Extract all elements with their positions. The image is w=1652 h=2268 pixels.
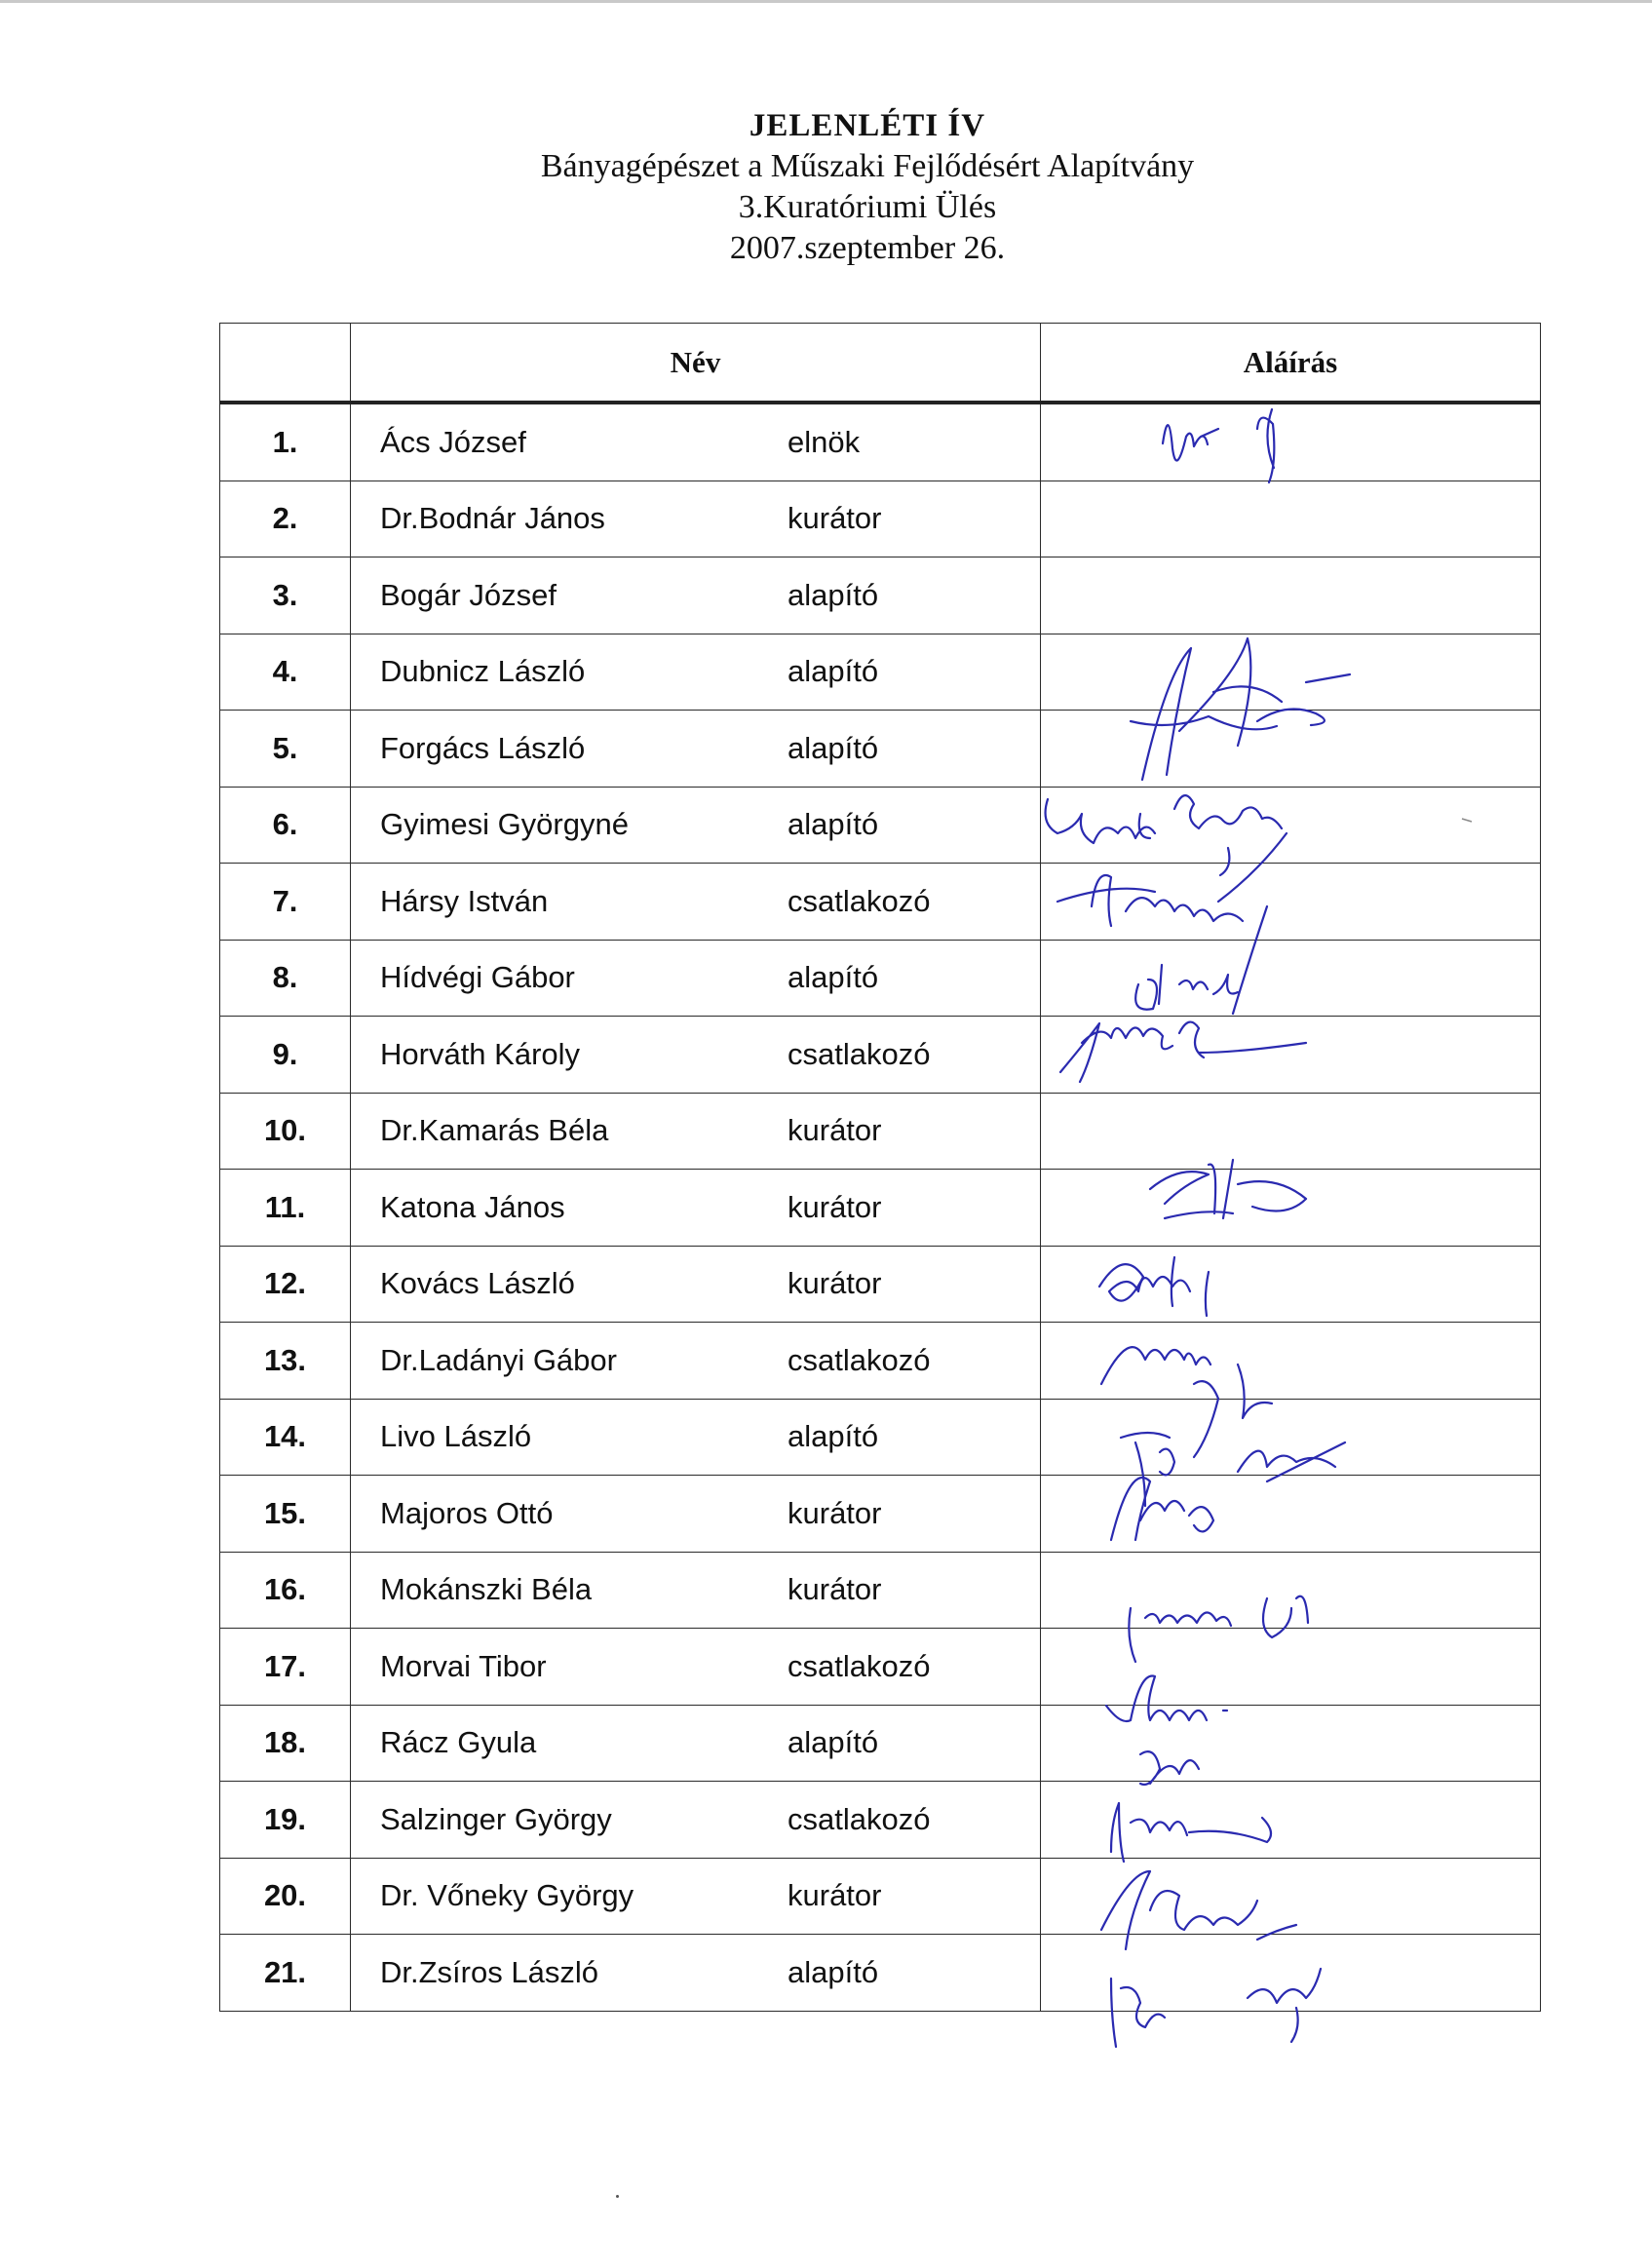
member-role: csatlakozó bbox=[788, 883, 931, 918]
signature-cell bbox=[1041, 1323, 1541, 1400]
member-name: Mokánszki Béla bbox=[380, 1572, 593, 1607]
member-role: alapító bbox=[788, 654, 879, 689]
member-name: Kovács László bbox=[380, 1266, 575, 1301]
row-number: 17. bbox=[220, 1629, 351, 1706]
member-cell bbox=[351, 1170, 1041, 1247]
member-role: csatlakozó bbox=[788, 1342, 931, 1377]
member-role: kurátor bbox=[788, 1113, 882, 1148]
row-number: 18. bbox=[220, 1705, 351, 1782]
table-row bbox=[220, 787, 1541, 864]
signature-cell bbox=[1041, 1017, 1541, 1094]
member-cell bbox=[351, 403, 1041, 481]
member-cell bbox=[351, 1629, 1041, 1706]
row-number: 6. bbox=[220, 787, 351, 864]
table-header-row bbox=[220, 324, 1541, 404]
member-name: Morvai Tibor bbox=[380, 1648, 547, 1683]
member-role: kurátor bbox=[788, 1189, 882, 1224]
member-role: csatlakozó bbox=[788, 1801, 931, 1836]
member-cell bbox=[351, 1476, 1041, 1553]
table-row bbox=[220, 1170, 1541, 1247]
signature-cell bbox=[1041, 1093, 1541, 1170]
member-cell bbox=[351, 787, 1041, 864]
member-name: Rácz Gyula bbox=[380, 1725, 537, 1760]
table-row bbox=[220, 1476, 1541, 1553]
row-number: 2. bbox=[220, 481, 351, 557]
column-header-signature: Aláírás bbox=[1041, 324, 1541, 404]
signature-cell bbox=[1041, 940, 1541, 1017]
document-title: JELENLÉTI ÍV bbox=[749, 108, 986, 143]
member-role: alapító bbox=[788, 960, 879, 995]
member-cell bbox=[351, 1552, 1041, 1629]
signature-cell bbox=[1041, 557, 1541, 634]
member-role: kurátor bbox=[788, 501, 882, 536]
row-number: 11. bbox=[220, 1170, 351, 1247]
signature-cell bbox=[1041, 481, 1541, 557]
table-row bbox=[220, 557, 1541, 634]
row-number: 20. bbox=[220, 1858, 351, 1935]
signature-cell bbox=[1041, 1476, 1541, 1553]
signature-cell bbox=[1041, 1246, 1541, 1323]
row-number: 8. bbox=[220, 940, 351, 1017]
table-row bbox=[220, 711, 1541, 788]
row-number: 13. bbox=[220, 1323, 351, 1400]
member-name: Horváth Károly bbox=[380, 1036, 581, 1071]
table-row bbox=[220, 1552, 1541, 1629]
row-number: 10. bbox=[220, 1093, 351, 1170]
member-cell bbox=[351, 1782, 1041, 1859]
signature-cell bbox=[1041, 1629, 1541, 1706]
row-number: 9. bbox=[220, 1017, 351, 1094]
table-row bbox=[220, 1629, 1541, 1706]
member-cell bbox=[351, 711, 1041, 788]
signature-cell bbox=[1041, 1170, 1541, 1247]
member-role: kurátor bbox=[788, 1878, 882, 1913]
signature-cell bbox=[1041, 403, 1541, 481]
member-name: Livo László bbox=[380, 1419, 532, 1454]
member-name: Ács József bbox=[380, 424, 526, 459]
table-row bbox=[220, 1017, 1541, 1094]
table-row bbox=[220, 1705, 1541, 1782]
member-name: Dubnicz László bbox=[380, 654, 586, 689]
member-name: Dr.Ladányi Gábor bbox=[380, 1342, 617, 1377]
table-row bbox=[220, 1246, 1541, 1323]
page-top-edge bbox=[0, 0, 1652, 3]
member-role: kurátor bbox=[788, 1572, 882, 1607]
member-name: Forgács László bbox=[380, 730, 586, 765]
member-name: Majoros Ottó bbox=[380, 1495, 554, 1530]
member-role: alapító bbox=[788, 1954, 879, 1989]
member-role: kurátor bbox=[788, 1266, 882, 1301]
row-number: 7. bbox=[220, 864, 351, 941]
column-header-number bbox=[220, 324, 351, 404]
row-number: 1. bbox=[220, 403, 351, 481]
member-role: alapító bbox=[788, 577, 879, 612]
signature-cell bbox=[1041, 1935, 1541, 2012]
member-name: Dr.Zsíros László bbox=[380, 1954, 598, 1989]
member-role: alapító bbox=[788, 1725, 879, 1760]
member-name: Hársy István bbox=[380, 883, 549, 918]
document-header bbox=[0, 105, 1652, 269]
table-row bbox=[220, 1935, 1541, 2012]
member-name: Gyimesi Györgyné bbox=[380, 807, 629, 842]
row-number: 15. bbox=[220, 1476, 351, 1553]
row-number: 4. bbox=[220, 634, 351, 711]
member-name: Dr. Vőneky György bbox=[380, 1878, 634, 1913]
row-number: 16. bbox=[220, 1552, 351, 1629]
signature-cell bbox=[1041, 1858, 1541, 1935]
member-name: Dr.Kamarás Béla bbox=[380, 1113, 609, 1148]
table-row bbox=[220, 481, 1541, 557]
row-number: 21. bbox=[220, 1935, 351, 2012]
member-name: Katona János bbox=[380, 1189, 565, 1224]
signature-cell bbox=[1041, 1705, 1541, 1782]
table-row bbox=[220, 1858, 1541, 1935]
member-name: Bogár József bbox=[380, 577, 557, 612]
member-cell bbox=[351, 940, 1041, 1017]
stray-mark bbox=[616, 2195, 619, 2198]
row-number: 14. bbox=[220, 1399, 351, 1476]
signature-cell bbox=[1041, 787, 1541, 864]
table-row bbox=[220, 940, 1541, 1017]
member-name: Hídvégi Gábor bbox=[380, 960, 575, 995]
member-cell bbox=[351, 1323, 1041, 1400]
member-cell bbox=[351, 1935, 1041, 2012]
attendance-table bbox=[219, 323, 1541, 2012]
member-cell bbox=[351, 1858, 1041, 1935]
member-cell bbox=[351, 864, 1041, 941]
table-row bbox=[220, 403, 1541, 481]
row-number: 5. bbox=[220, 711, 351, 788]
member-cell bbox=[351, 1246, 1041, 1323]
meeting-name: 3.Kuratóriumi Ülés bbox=[738, 189, 997, 225]
row-number: 3. bbox=[220, 557, 351, 634]
table-row bbox=[220, 1399, 1541, 1476]
member-cell bbox=[351, 1093, 1041, 1170]
member-role: elnök bbox=[788, 424, 861, 459]
signature-cell bbox=[1041, 1552, 1541, 1629]
signature-cell bbox=[1041, 711, 1541, 788]
member-role: kurátor bbox=[788, 1495, 882, 1530]
table-row bbox=[220, 1093, 1541, 1170]
table-row bbox=[220, 864, 1541, 941]
member-name: Dr.Bodnár János bbox=[380, 501, 605, 536]
signature-cell bbox=[1041, 1399, 1541, 1476]
member-role: alapító bbox=[788, 730, 879, 765]
row-number: 19. bbox=[220, 1782, 351, 1859]
signature-cell bbox=[1041, 864, 1541, 941]
member-cell bbox=[351, 1017, 1041, 1094]
organization-name: Bányagépészet a Műszaki Fejlődésért Alapítvány bbox=[540, 148, 1195, 184]
member-role: alapító bbox=[788, 1419, 879, 1454]
member-cell bbox=[351, 1705, 1041, 1782]
member-role: csatlakozó bbox=[788, 1036, 931, 1071]
meeting-date: 2007.szeptember 26. bbox=[729, 230, 1006, 266]
table-row bbox=[220, 634, 1541, 711]
member-cell bbox=[351, 557, 1041, 634]
member-role: csatlakozó bbox=[788, 1648, 931, 1683]
member-role: alapító bbox=[788, 807, 879, 842]
row-number: 12. bbox=[220, 1246, 351, 1323]
member-cell bbox=[351, 481, 1041, 557]
column-header-name: Név bbox=[351, 324, 1041, 404]
member-name: Salzinger György bbox=[380, 1801, 612, 1836]
table-row bbox=[220, 1323, 1541, 1400]
member-cell bbox=[351, 634, 1041, 711]
signature-cell bbox=[1041, 634, 1541, 711]
table-row bbox=[220, 1782, 1541, 1859]
signature-cell bbox=[1041, 1782, 1541, 1859]
member-cell bbox=[351, 1399, 1041, 1476]
